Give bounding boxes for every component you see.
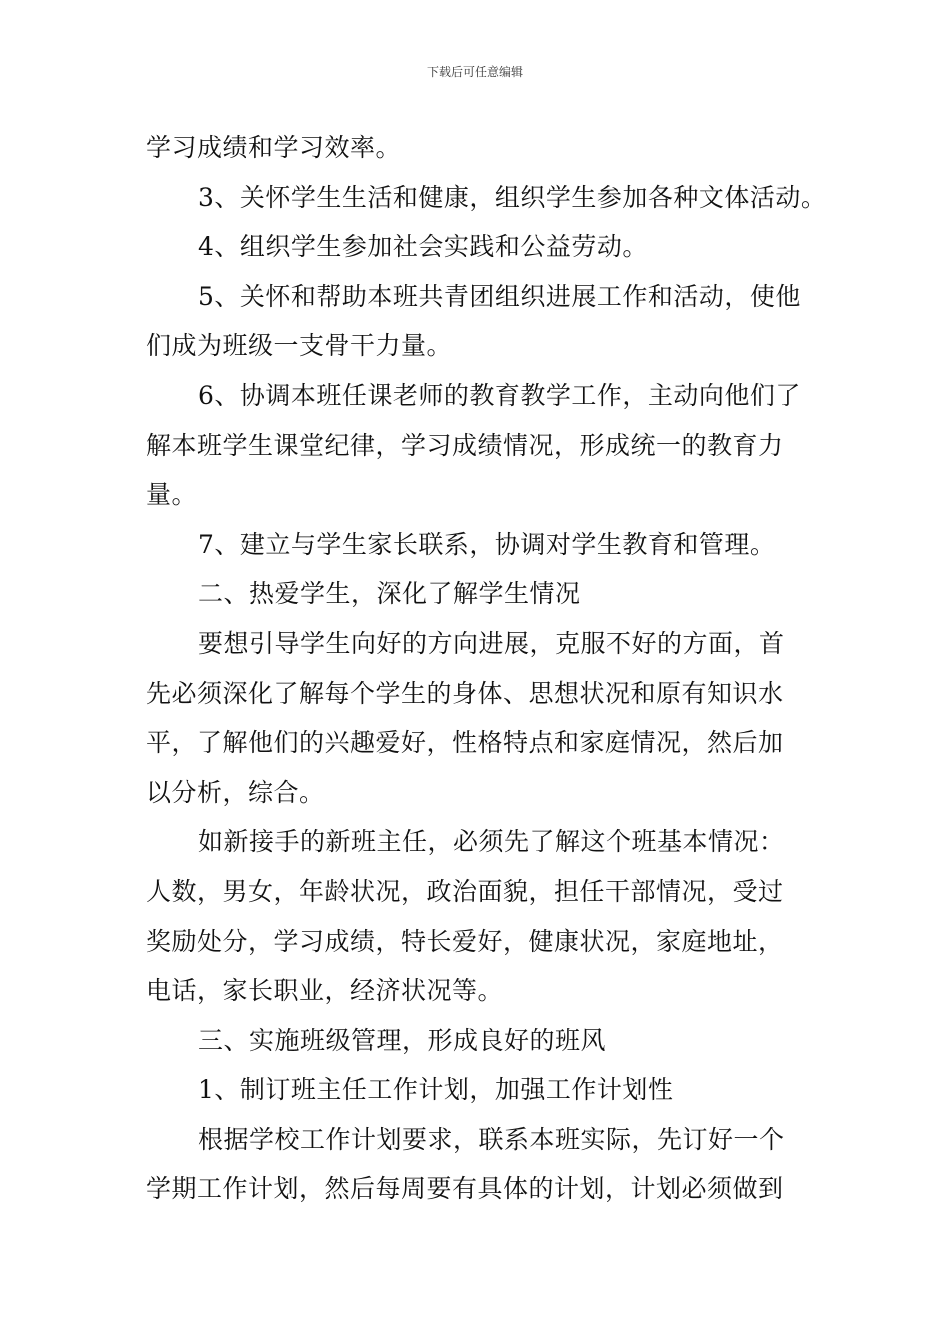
paragraph-line: 们成为班级一支骨干力量。 bbox=[146, 331, 453, 361]
paragraph-1 bbox=[146, 123, 810, 173]
paragraph-line: 平，了解他们的兴趣爱好，性格特点和家庭情况，然后加 bbox=[146, 728, 784, 758]
paragraph-line: 1、制订班主任工作计划，加强工作计划性 bbox=[198, 1075, 674, 1105]
paragraph-understanding bbox=[146, 619, 810, 817]
page-header-note: 下载后可任意编辑 bbox=[426, 65, 523, 79]
paragraph-line: 4、组织学生参加社会实践和公益劳动。 bbox=[198, 232, 648, 262]
paragraph-line: 三、实施班级管理，形成良好的班风 bbox=[198, 1025, 607, 1055]
paragraph-line: 7、建立与学生家长联系，协调对学生教育和管理。 bbox=[198, 529, 776, 559]
section-heading-2 bbox=[146, 569, 810, 619]
paragraph-line: 如新接手的新班主任，必须先了解这个班基本情况： bbox=[198, 827, 785, 857]
paragraph-line: 量。 bbox=[146, 480, 198, 510]
paragraph-line: 奖励处分，学习成绩，特长爱好，健康状况，家庭地址， bbox=[146, 926, 784, 956]
paragraph-item-5 bbox=[146, 272, 810, 371]
paragraph-line: 根据学校工作计划要求，联系本班实际，先订好一个 bbox=[198, 1124, 785, 1154]
paragraph-item-6 bbox=[146, 371, 810, 520]
document-body bbox=[146, 123, 827, 1214]
paragraph-item-4 bbox=[146, 222, 810, 272]
paragraph-line: 二、热爱学生，深化了解学生情况 bbox=[198, 579, 581, 609]
paragraph-line: 解本班学生课堂纪律，学习成绩情况，形成统一的教育力 bbox=[146, 430, 784, 460]
paragraph-line: 6、协调本班任课老师的教育教学工作，主动向他们了 bbox=[198, 380, 801, 410]
paragraph-item-7 bbox=[146, 520, 810, 570]
paragraph-line: 电话，家长职业，经济状况等。 bbox=[146, 976, 504, 1006]
paragraph-line: 学习成绩和学习效率。 bbox=[146, 133, 402, 162]
paragraph-line: 5、关怀和帮助本班共青团组织进展工作和活动，使他 bbox=[198, 281, 801, 311]
paragraph-line: 要想引导学生向好的方向进展，克服不好的方面，首 bbox=[198, 628, 785, 658]
subheading-1 bbox=[146, 1065, 810, 1115]
paragraph-line: 学期工作计划，然后每周要有具体的计划，计划必须做到 bbox=[146, 1174, 784, 1204]
paragraph-line: 先必须深化了解每个学生的身体、思想状况和原有知识水 bbox=[146, 678, 784, 708]
section-heading-3 bbox=[146, 1016, 810, 1066]
paragraph-new-teacher bbox=[146, 817, 810, 1015]
paragraph-line: 人数，男女，年龄状况，政治面貌，担任干部情况，受过 bbox=[146, 876, 784, 906]
paragraph-line: 以分析，综合。 bbox=[146, 777, 325, 807]
paragraph-line: 3、关怀学生生活和健康，组织学生参加各种文体活动。 bbox=[198, 182, 827, 212]
paragraph-plan bbox=[146, 1115, 810, 1214]
paragraph-item-3 bbox=[146, 173, 827, 223]
